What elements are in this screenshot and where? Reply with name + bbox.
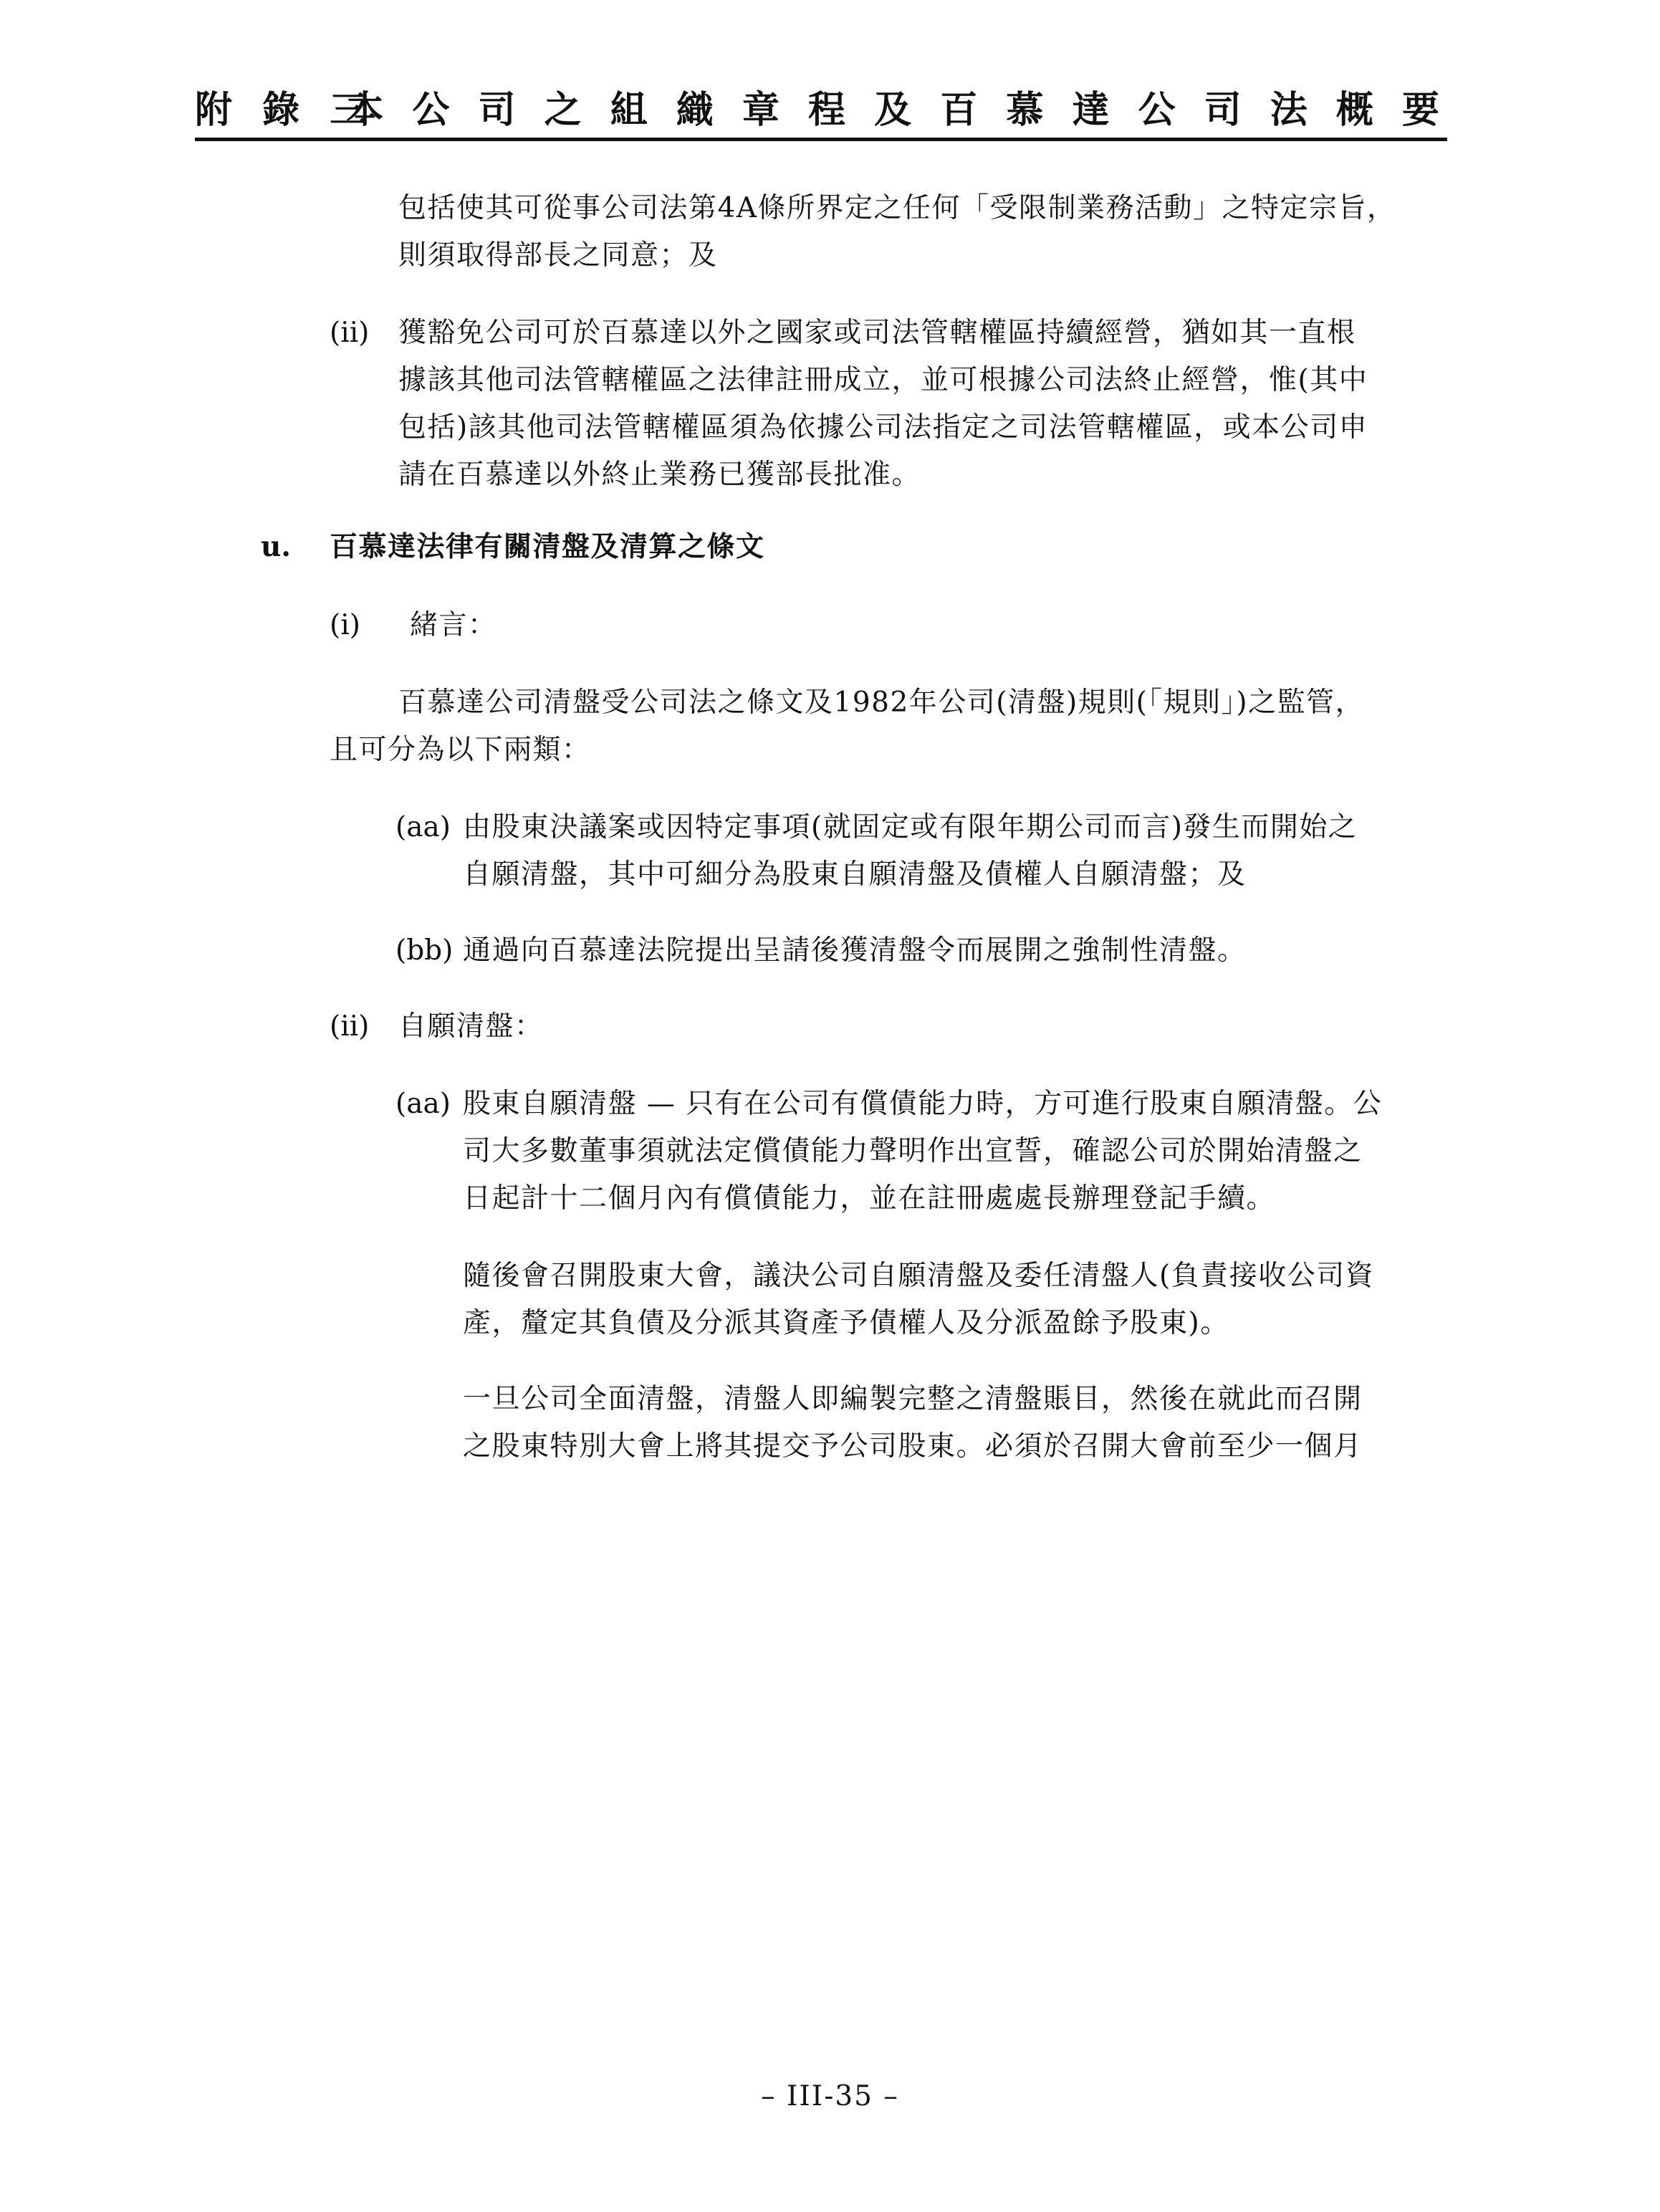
sub-i-marker: (i) [330,609,360,641]
page-header [195,85,1447,145]
paragraph-line: 通過向百慕達法院提出呈請後獲清盤令而展開之強制性清盤。 [463,934,1247,967]
paragraph-line: 隨後會召開股東大會，議決公司自願清盤及委任清盤人(負責接收公司資 [463,1260,1375,1292]
paragraph-line: 獲豁免公司可於百慕達以外之國家或司法管轄權區持續經營，猶如其一直根 [398,317,1356,349]
paragraph-line: 由股東決議案或因特定事項(就固定或有限年期公司而言)發生而開始之 [463,811,1358,843]
item-bb-text [463,927,1452,975]
sub-ii-marker: (ii) [330,1010,370,1043]
paragraph-line: 包括使其可從事公司法第4A條所界定之任何「受限制業務活動」之特定宗旨， [398,192,1396,224]
paragraph-line: 自願清盤，其中可細分為股東自願清盤及債權人自願清盤；及 [463,858,1247,891]
paragraph-line: 則須取得部長之同意；及 [398,239,718,272]
accounts-paragraph [463,1376,1452,1470]
meeting-paragraph [463,1253,1452,1347]
subsection-title: 自願清盤： [398,1010,544,1043]
item-aa-text [463,804,1452,899]
paragraph-line: 日起計十二個月內有償債能力，並在註冊處處長辦理登記手續。 [463,1182,1276,1215]
paragraph-line: 且可分為以下兩類： [330,734,591,766]
subsection-title: 緒言： [410,609,497,641]
paragraph-line: 包括)該其他司法管轄權區須為依據公司法指定之司法管轄權區，或本公司申 [398,411,1368,444]
paragraph-line: 之股東特別大會上將其提交予公司股東。必須於召開大會前至少一個月 [463,1430,1363,1462]
page-number: – III-35 – [761,2080,899,2112]
liquidation-paragraph [330,679,1452,774]
paragraph-line: 一旦公司全面清盤，清盤人即編製完整之清盤賬目，然後在就此而召開 [463,1383,1363,1415]
paragraph-line: 請在百慕達以外終止業務已獲部長批准。 [398,459,921,491]
header-divider [195,138,1447,141]
appendix-label: 附 錄 三 [195,88,376,132]
paragraph-line: 司大多數董事須就法定償債能力聲明作出宣誓，確認公司於開始清盤之 [463,1135,1363,1167]
intro-paragraph [398,185,1452,279]
paragraph-line: 據該其他司法管轄權區之法律註冊成立，並可根據公司法終止經營，惟(其中 [398,364,1368,396]
paragraph-line: 股東自願清盤 — 只有在公司有償債能力時，方可進行股東自願清盤。公 [463,1088,1383,1120]
sub-ii-heading [398,1003,544,1050]
section-heading-text: 百慕達法律有關清盤及清算之條文 [330,530,765,563]
item-aa-2-marker: (aa) [395,1088,451,1120]
item-aa-2-text [463,1081,1452,1222]
paragraph-line: 產，釐定其負債及分派其資產予債權人及分派盈餘予股東)。 [463,1307,1229,1339]
item-aa-marker: (aa) [395,811,451,843]
item-ii-text [398,310,1452,499]
item-bb-marker: (bb) [395,934,454,967]
section-u-marker: u. [261,530,291,563]
section-u-heading [330,523,765,570]
paragraph-line: 百慕達公司清盤受公司法之條文及1982年公司(清盤)規則(「規則」)之監管， [398,686,1365,719]
sub-i-heading [410,602,497,649]
item-ii-marker: (ii) [330,317,370,349]
document-title: 本 公 司 之 組 織 章 程 及 百 慕 達 公 司 法 概 要 [346,88,1447,132]
